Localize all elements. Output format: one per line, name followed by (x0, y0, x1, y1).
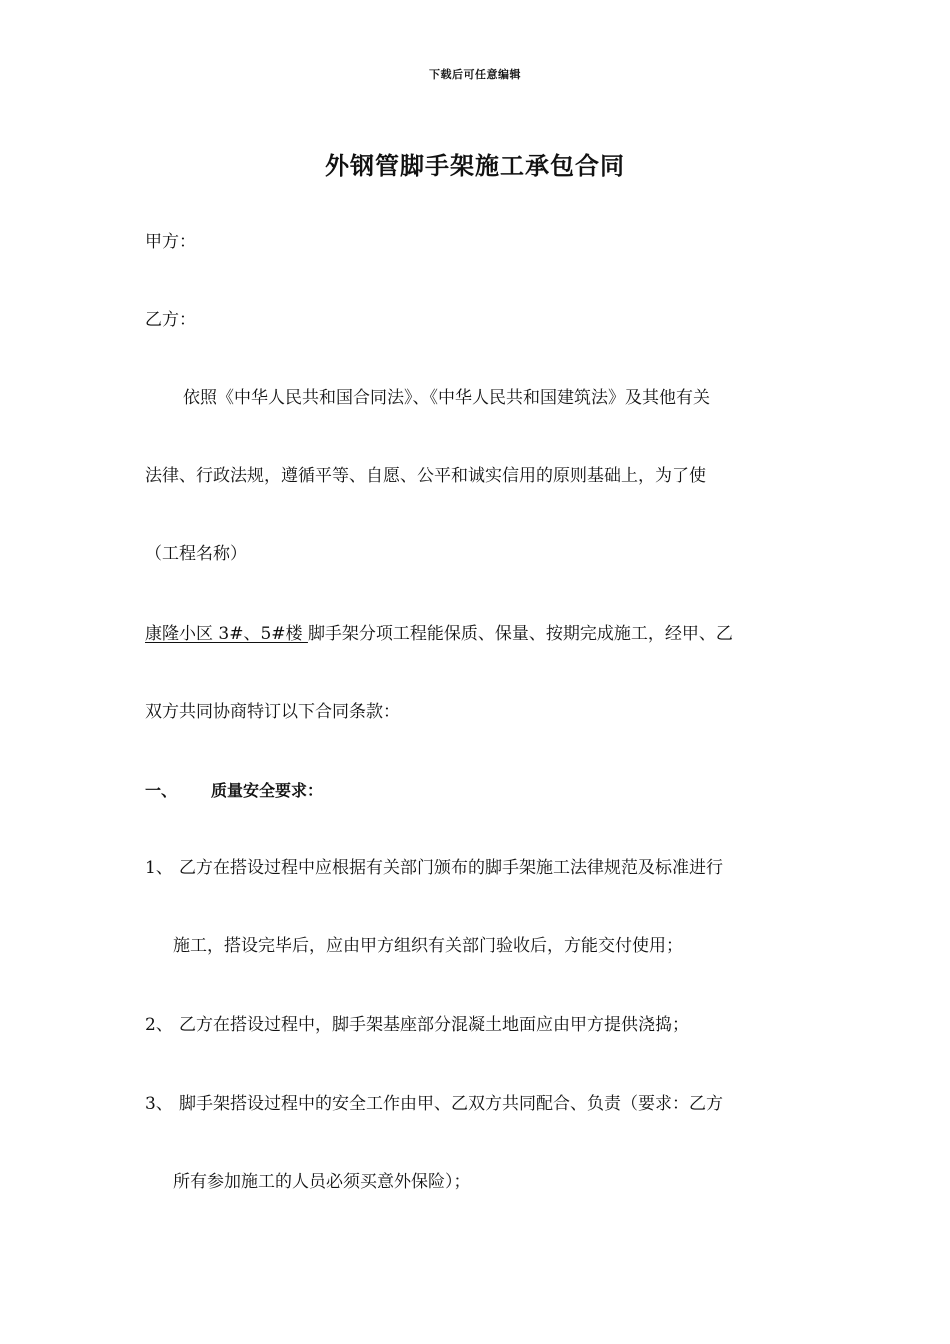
section-title: 质量安全要求： (211, 781, 324, 800)
party-b-label: 乙方： (145, 310, 196, 330)
item-text: 脚手架搭设过程中的安全工作由甲、乙双方共同配合、负责（要求：乙方 (179, 1094, 723, 1114)
item-continuation: 所有参加施工的人员必须买意外保险）； (173, 1172, 471, 1192)
preamble-line-3: （工程名称） (145, 544, 247, 564)
list-item (145, 1092, 805, 1116)
preamble-line-1: 依照《中华人民共和国合同法》、《中华人民共和国建筑法》及其他有关 (183, 388, 710, 408)
preamble-line-4 (145, 622, 805, 646)
project-name: 康隆小区 3#、5#楼 (145, 624, 308, 644)
section-heading (145, 779, 805, 803)
list-item (145, 1013, 805, 1037)
preamble-line-4-text: 脚手架分项工程能保质、保量、按期完成施工，经甲、乙 (307, 624, 733, 644)
preamble-line-5: 双方共同协商特订以下合同条款： (145, 702, 400, 722)
preamble-line-2: 法律、行政法规，遵循平等、自愿、公平和诚实信用的原则基础上，为了使 (145, 466, 706, 486)
list-item (145, 856, 805, 880)
party-a-label: 甲方： (145, 232, 196, 252)
item-continuation: 施工，搭设完毕后，应由甲方组织有关部门验收后，方能交付使用； (173, 936, 683, 956)
item-number: 3、 (145, 1094, 173, 1114)
item-number: 2、 (145, 1015, 173, 1035)
section-number: 一、 (145, 781, 178, 800)
item-text: 乙方在搭设过程中，脚手架基座部分混凝土地面应由甲方提供浇捣； (179, 1015, 689, 1035)
header-note: 下载后可任意编辑 (429, 68, 521, 81)
item-text: 乙方在搭设过程中应根据有关部门颁布的脚手架施工法律规范及标准进行 (179, 858, 723, 878)
document-title: 外钢管脚手架施工承包合同 (325, 152, 625, 180)
item-number: 1、 (145, 858, 173, 878)
